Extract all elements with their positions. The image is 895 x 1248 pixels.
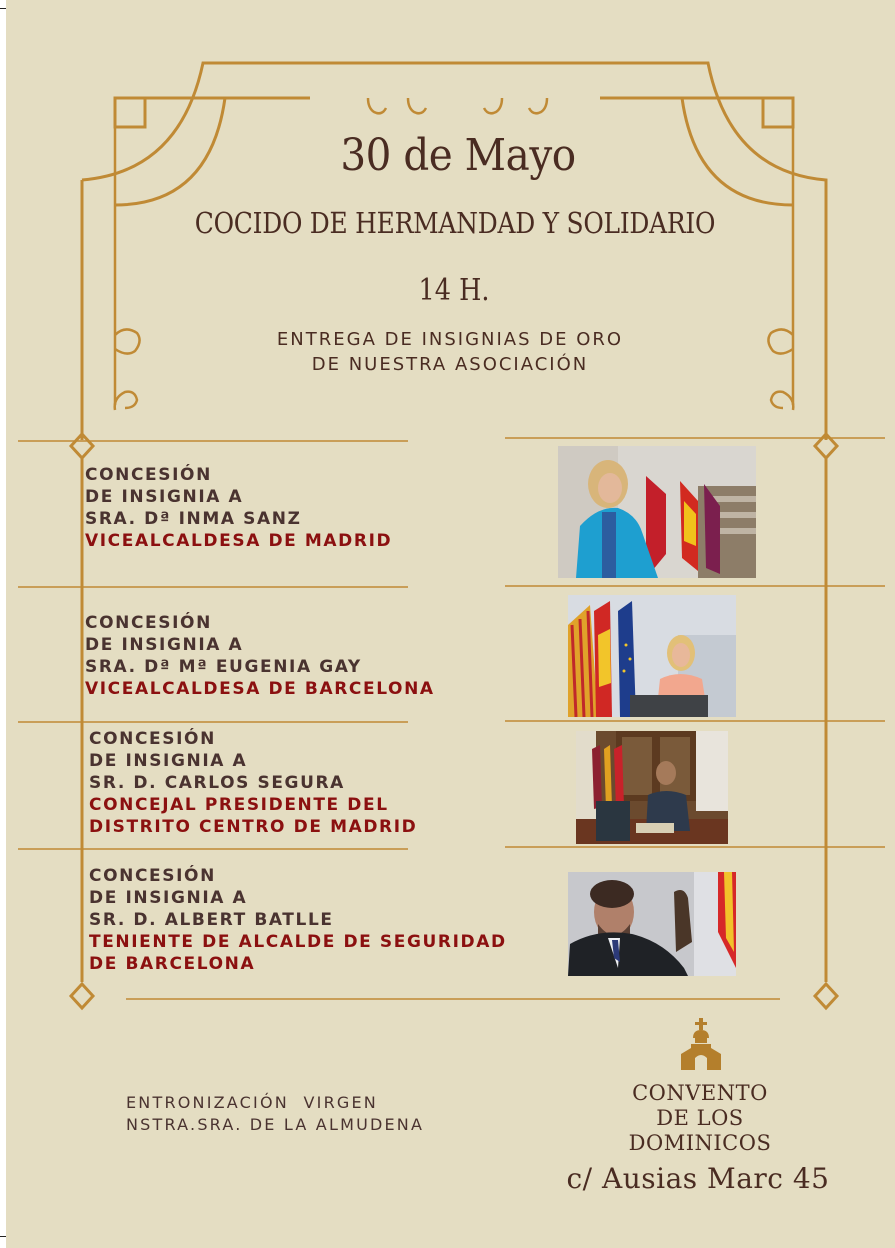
event-time: 14 H. [418, 273, 490, 308]
award-subheading: DE INSIGNIA A [85, 487, 244, 507]
award-heading: CONCESIÓN [89, 729, 216, 749]
venue-line-2: DE LOS [656, 1106, 744, 1130]
award-role: VICEALCALDESA DE MADRID [85, 531, 393, 551]
award-subheading: DE INSIGNIA A [85, 635, 244, 655]
award-subheading: DE INSIGNIA A [89, 888, 248, 908]
award-role-line-2: DE BARCELONA [89, 954, 256, 974]
subtitle-line-2: DE NUESTRA ASOCIACIÓN [311, 354, 589, 375]
award-recipient: SRA. Dª Mª EUGENIA GAY [85, 657, 362, 677]
venue-line-1: CONVENTO [632, 1081, 768, 1105]
award-entry [85, 464, 392, 552]
photo-inma-sanz [558, 446, 756, 578]
enthronement-note [126, 1092, 424, 1136]
venue-line-3: DOMINICOS [628, 1131, 772, 1155]
event-title: COCIDO DE HERMANDAD Y SOLIDARIO [194, 206, 716, 240]
subtitle-line-1: ENTREGA DE INSIGNIAS DE ORO [276, 329, 624, 350]
photo-eugenia-gay [568, 595, 736, 717]
event-subtitle [0, 327, 895, 377]
award-heading: CONCESIÓN [85, 613, 212, 633]
church-icon [681, 1018, 721, 1070]
award-recipient: SR. D. CARLOS SEGURA [89, 773, 345, 793]
enthronement-line-1: ENTRONIZACIÓN VIRGEN [126, 1093, 378, 1112]
award-entry [89, 728, 417, 838]
award-heading: CONCESIÓN [85, 465, 212, 485]
award-recipient: SR. D. ALBERT BATLLE [89, 910, 334, 930]
award-subheading: DE INSIGNIA A [89, 751, 248, 771]
photo-carlos-segura [576, 731, 728, 844]
award-role: VICEALCALDESA DE BARCELONA [85, 679, 435, 699]
award-heading: CONCESIÓN [89, 866, 216, 886]
award-role-line-1: CONCEJAL PRESIDENTE DEL [89, 795, 389, 815]
award-entry [89, 865, 507, 975]
enthronement-line-2: NSTRA.SRA. DE LA ALMUDENA [126, 1115, 425, 1134]
event-date: 30 de Mayo [340, 130, 576, 181]
venue-name [600, 1081, 800, 1156]
photo-albert-batlle [568, 872, 736, 976]
venue-address: c/ Ausias Marc 45 [566, 1162, 830, 1195]
award-role-line-2: DISTRITO CENTRO DE MADRID [89, 817, 418, 837]
award-entry [85, 612, 435, 700]
award-recipient: SRA. Dª INMA SANZ [85, 509, 302, 529]
award-role-line-1: TENIENTE DE ALCALDE DE SEGURIDAD [89, 932, 507, 952]
